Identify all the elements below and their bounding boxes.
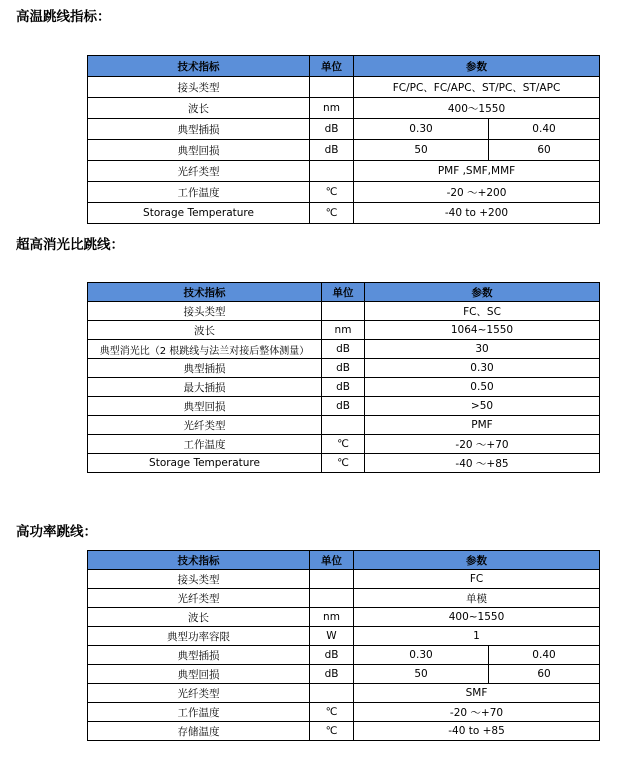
unit-cell [310,589,354,608]
unit-cell: dB [310,665,354,684]
value-cell-a: 0.30 [354,119,489,140]
unit-cell [322,416,365,435]
value-cell: >50 [365,397,600,416]
value-cell-b: 60 [489,140,600,161]
table-header-row [88,56,600,77]
value-cell: 400～1550 [354,98,600,119]
value-cell: -40 ～+85 [365,454,600,473]
param-cell: 典型插损 [88,359,322,378]
param-cell: Storage Temperature [88,454,322,473]
value-cell-b: 60 [489,665,600,684]
value-cell-a: 0.30 [354,646,489,665]
value-cell: 0.50 [365,378,600,397]
table-row [88,77,600,98]
table-row [88,359,600,378]
unit-cell [322,302,365,321]
table-row [88,665,600,684]
table-row [88,646,600,665]
value-cell: FC [354,570,600,589]
value-cell: 30 [365,340,600,359]
param-cell: 波长 [88,321,322,340]
table-row [88,454,600,473]
value-cell: 400~1550 [354,608,600,627]
param-cell: 接头类型 [88,570,310,589]
section-heading-high-power: 高功率跳线： [16,524,97,540]
header-param: 技术指标 [88,283,322,302]
unit-cell: dB [310,119,354,140]
value-cell: FC/PC、FC/APC、ST/PC、ST/APC [354,77,600,98]
spec-table-high-power [87,550,600,741]
unit-cell: nm [310,608,354,627]
param-cell: 典型回损 [88,140,310,161]
param-cell: 工作温度 [88,182,310,203]
value-cell: -20 ～+70 [354,703,600,722]
value-cell: PMF [365,416,600,435]
value-cell: SMF [354,684,600,703]
unit-cell: ℃ [310,722,354,741]
table-header-row [88,283,600,302]
param-cell: 典型功率容限 [88,627,310,646]
value-cell: 1064~1550 [365,321,600,340]
table-row [88,98,600,119]
table-row [88,203,600,224]
header-unit: 单位 [310,56,354,77]
param-cell: 典型回损 [88,665,310,684]
table-row [88,161,600,182]
unit-cell: W [310,627,354,646]
param-cell: 接头类型 [88,302,322,321]
param-cell: 光纤类型 [88,416,322,435]
unit-cell: ℃ [322,454,365,473]
param-cell: 波长 [88,608,310,627]
param-cell: 工作温度 [88,435,322,454]
header-value: 参数 [354,56,600,77]
unit-cell [310,77,354,98]
header-unit: 单位 [310,551,354,570]
param-cell: 光纤类型 [88,161,310,182]
value-cell: FC、SC [365,302,600,321]
unit-cell: dB [310,140,354,161]
param-cell: Storage Temperature [88,203,310,224]
unit-cell: dB [322,397,365,416]
header-value: 参数 [354,551,600,570]
param-cell: 光纤类型 [88,589,310,608]
value-cell: -40 to +85 [354,722,600,741]
table-row [88,570,600,589]
unit-cell: dB [310,646,354,665]
unit-cell: nm [322,321,365,340]
table-row [88,416,600,435]
table-header-row [88,551,600,570]
table-row [88,684,600,703]
table-row [88,302,600,321]
unit-cell: dB [322,340,365,359]
table-row [88,722,600,741]
table-row [88,703,600,722]
param-cell: 典型回损 [88,397,322,416]
table-row [88,321,600,340]
param-cell: 典型插损 [88,119,310,140]
table-row [88,627,600,646]
param-cell: 典型插损 [88,646,310,665]
header-value: 参数 [365,283,600,302]
table-row [88,378,600,397]
unit-cell: ℃ [310,203,354,224]
table-row [88,589,600,608]
table-row [88,140,600,161]
unit-cell: nm [310,98,354,119]
value-cell: 1 [354,627,600,646]
value-cell: -40 to +200 [354,203,600,224]
param-cell: 波长 [88,98,310,119]
header-unit: 单位 [322,283,365,302]
section-heading-high-extinction: 超高消光比跳线： [16,237,124,253]
value-cell: PMF ,SMF,MMF [354,161,600,182]
param-cell: 最大插损 [88,378,322,397]
value-cell-a: 50 [354,140,489,161]
value-cell: 0.30 [365,359,600,378]
unit-cell: dB [322,359,365,378]
header-param: 技术指标 [88,56,310,77]
param-cell: 存储温度 [88,722,310,741]
table-row [88,397,600,416]
unit-cell [310,570,354,589]
value-cell-b: 0.40 [489,646,600,665]
unit-cell [310,161,354,182]
param-cell: 典型消光比（2 根跳线与法兰对接后整体测量） [88,340,322,359]
unit-cell [310,684,354,703]
spec-table-high-extinction [87,282,600,473]
value-cell-a: 50 [354,665,489,684]
param-cell: 光纤类型 [88,684,310,703]
table-row [88,340,600,359]
value-cell-b: 0.40 [489,119,600,140]
unit-cell: ℃ [310,703,354,722]
table-row [88,182,600,203]
unit-cell: ℃ [322,435,365,454]
param-cell: 接头类型 [88,77,310,98]
unit-cell: ℃ [310,182,354,203]
spec-table-high-temp [87,55,600,224]
param-cell: 工作温度 [88,703,310,722]
table-row [88,608,600,627]
table-row [88,119,600,140]
table-row [88,435,600,454]
header-param: 技术指标 [88,551,310,570]
unit-cell: dB [322,378,365,397]
value-cell: -20 ～+70 [365,435,600,454]
value-cell: -20 ～+200 [354,182,600,203]
value-cell: 单模 [354,589,600,608]
section-heading-high-temp: 高温跳线指标： [16,9,111,25]
